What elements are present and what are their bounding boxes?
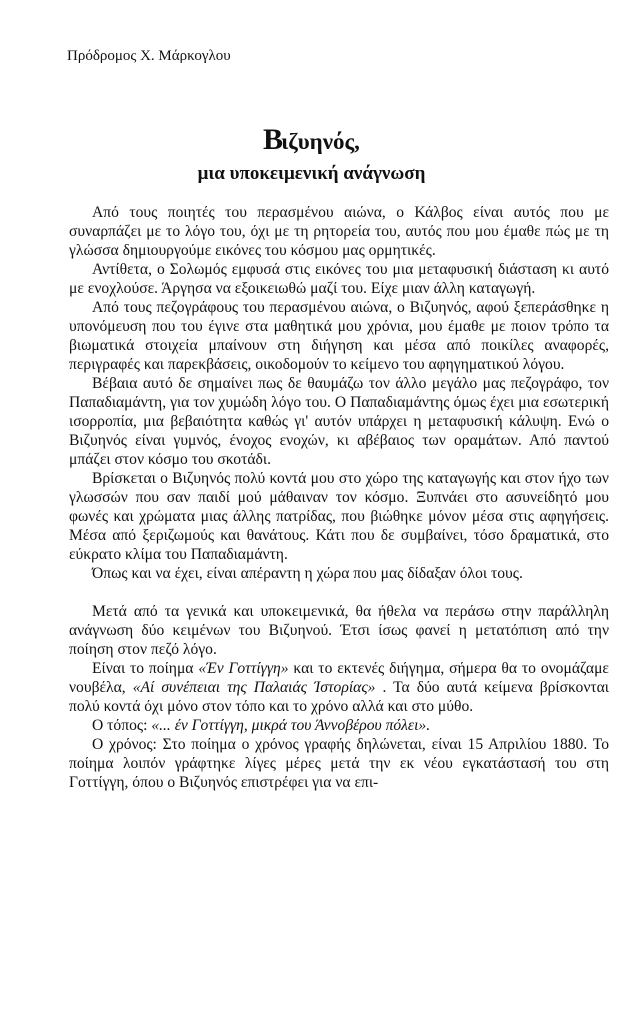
title-initial: Β — [263, 123, 282, 156]
paragraph-parallel-reading: Μετά από τα γενικά και υποκειμενικά, θα ήθελα να περάσω στην παράλληλη ανάγνωση δύο κειμένων του Βιζυηνού. Έτσι ίσως φανεί η μετατόπιση από την ποίηση στον πεζό λόγο. — [69, 603, 609, 658]
title-rest: ιζυηνός, — [281, 129, 360, 154]
paragraph-papadiamantis: Βέβαια αυτό δε σημαίνει πως δε θαυμάζω τον άλλο μεγάλο μας πεζογράφο, τον Παπαδιαμάντη, για τον χυμώδη λόγο του. Ο Παπαδιαμάντης όμως έχει μια εσωτερική ισορροπία, μια βεβαιότητα καθώς γι' αυτόν υπάρχει η μεταφυσική κάλυψη. Ενώ ο Βιζυηνός είναι γυμνός, ένοχος ενοχών, κι αβέβαιος των οραμάτων. Από παντού μπάζει στον κόσμο του σκοτάδι. — [69, 375, 609, 468]
poem-title: «Έν Γοττίγγη» — [198, 660, 289, 677]
story-title: «Αί συνέπειαι της Παλαιάς Ίστορίας» — [132, 679, 376, 696]
paragraph-origins: Βρίσκεται ο Βιζυηνός πολύ κοντά μου στο χώρο της καταγωγής και στον ήχο των γλωσσών που σαν παιδί μού μάθαιναν τον κόσμο. Ξυπνάει στο ασυνείδητό μου φωνές και χρώματα μιας άλλης πατρίδας, που βιώθηκε μόνον μέσα στις αφηγήσεις. Μέσα από ξεριζωμούς και θανάτους. Κάτι που δε συμβαίνει, τόσο δραματικά, στο εύκρατο κλίμα του Παπαδιαμάντη. — [69, 470, 609, 563]
paragraph-conclusion: Όπως και να έχει, είναι απέραντη η χώρα που μας δίδαξαν όλοι τους. — [92, 565, 523, 582]
paragraph-time: Ο χρόνος: Στο ποίημα ο χρόνος γραφής δηλώνεται, είναι 15 Απριλίου 1880. Το ποίημα λοιπόν γράφτηκε λίγες μέρες μετά την εκ νέου εγκατάστασή του στη Γοττίγγη, όπου ο Βιζυηνός επιστρέφει για να επι- — [69, 736, 609, 791]
place-quote: «... έν Γοττίγγη, μικρά του Άννοβέρου πόλει». — [151, 717, 431, 734]
running-header-author: Πρόδρομος Χ. Μάρκογλου — [67, 48, 231, 64]
paragraph-poem — [69, 659, 609, 716]
poem-text-2: και το εκτενές διήγημα, σήμερα θα το ονομάζαμε νουβέλα, — [69, 660, 609, 696]
paragraph-solomos: Αντίθετα, ο Σολωμός εμφυσά στις εικόνες του μια μεταφυσική διάσταση κι αυτό με ενοχλούσε. Άργησα να εξοικειωθώ μαζί του. Είχε μιαν άλλη καταγωγή. — [69, 261, 609, 297]
paragraph-kalvos: Από τους ποιητές του περασμένου αιώνα, ο Κάλβος είναι αυτός που με συναρπάζει με το λόγο του, όχι με τη ρητορεία του, αυτός που μου έμαθε πώς με τη γλώσσα δημιουργούμε εικόνες του κόσμου μας ορμητικές. — [69, 204, 609, 259]
poem-text-1: Είναι το ποίημα — [92, 660, 199, 677]
poem-text-3: . Τα δύο αυτά κείμενα βρίσκονται πολύ κοντά όχι μόνο στον τόπο και το χρόνο αλλά και στο μύθο. — [69, 679, 610, 715]
section-gap — [69, 583, 609, 602]
paragraph-vizyinos: Από τους πεζογράφους του περασμένου αιώνα, ο Βιζυηνός, αφού ξεπεράσθηκε η υπονόμευση που του έγινε στα μαθητικά μου χρόνια, μου έμαθε με ποιον τρόπο τα βιωματικά στοιχεία μπαίνουν στη διήγηση και μέσα από ποικίλες αναφορές, περιγραφές και παρεκβάσεις, οικοδομούν το κείμενο του αφηγηματικού λόγου. — [69, 299, 609, 373]
paragraph-place — [69, 716, 609, 735]
article-title — [0, 123, 623, 157]
place-label: Ο τόπος: — [92, 717, 152, 734]
article-subtitle: μια υποκειμενική ανάγνωση — [197, 163, 426, 184]
article-body — [69, 203, 609, 792]
